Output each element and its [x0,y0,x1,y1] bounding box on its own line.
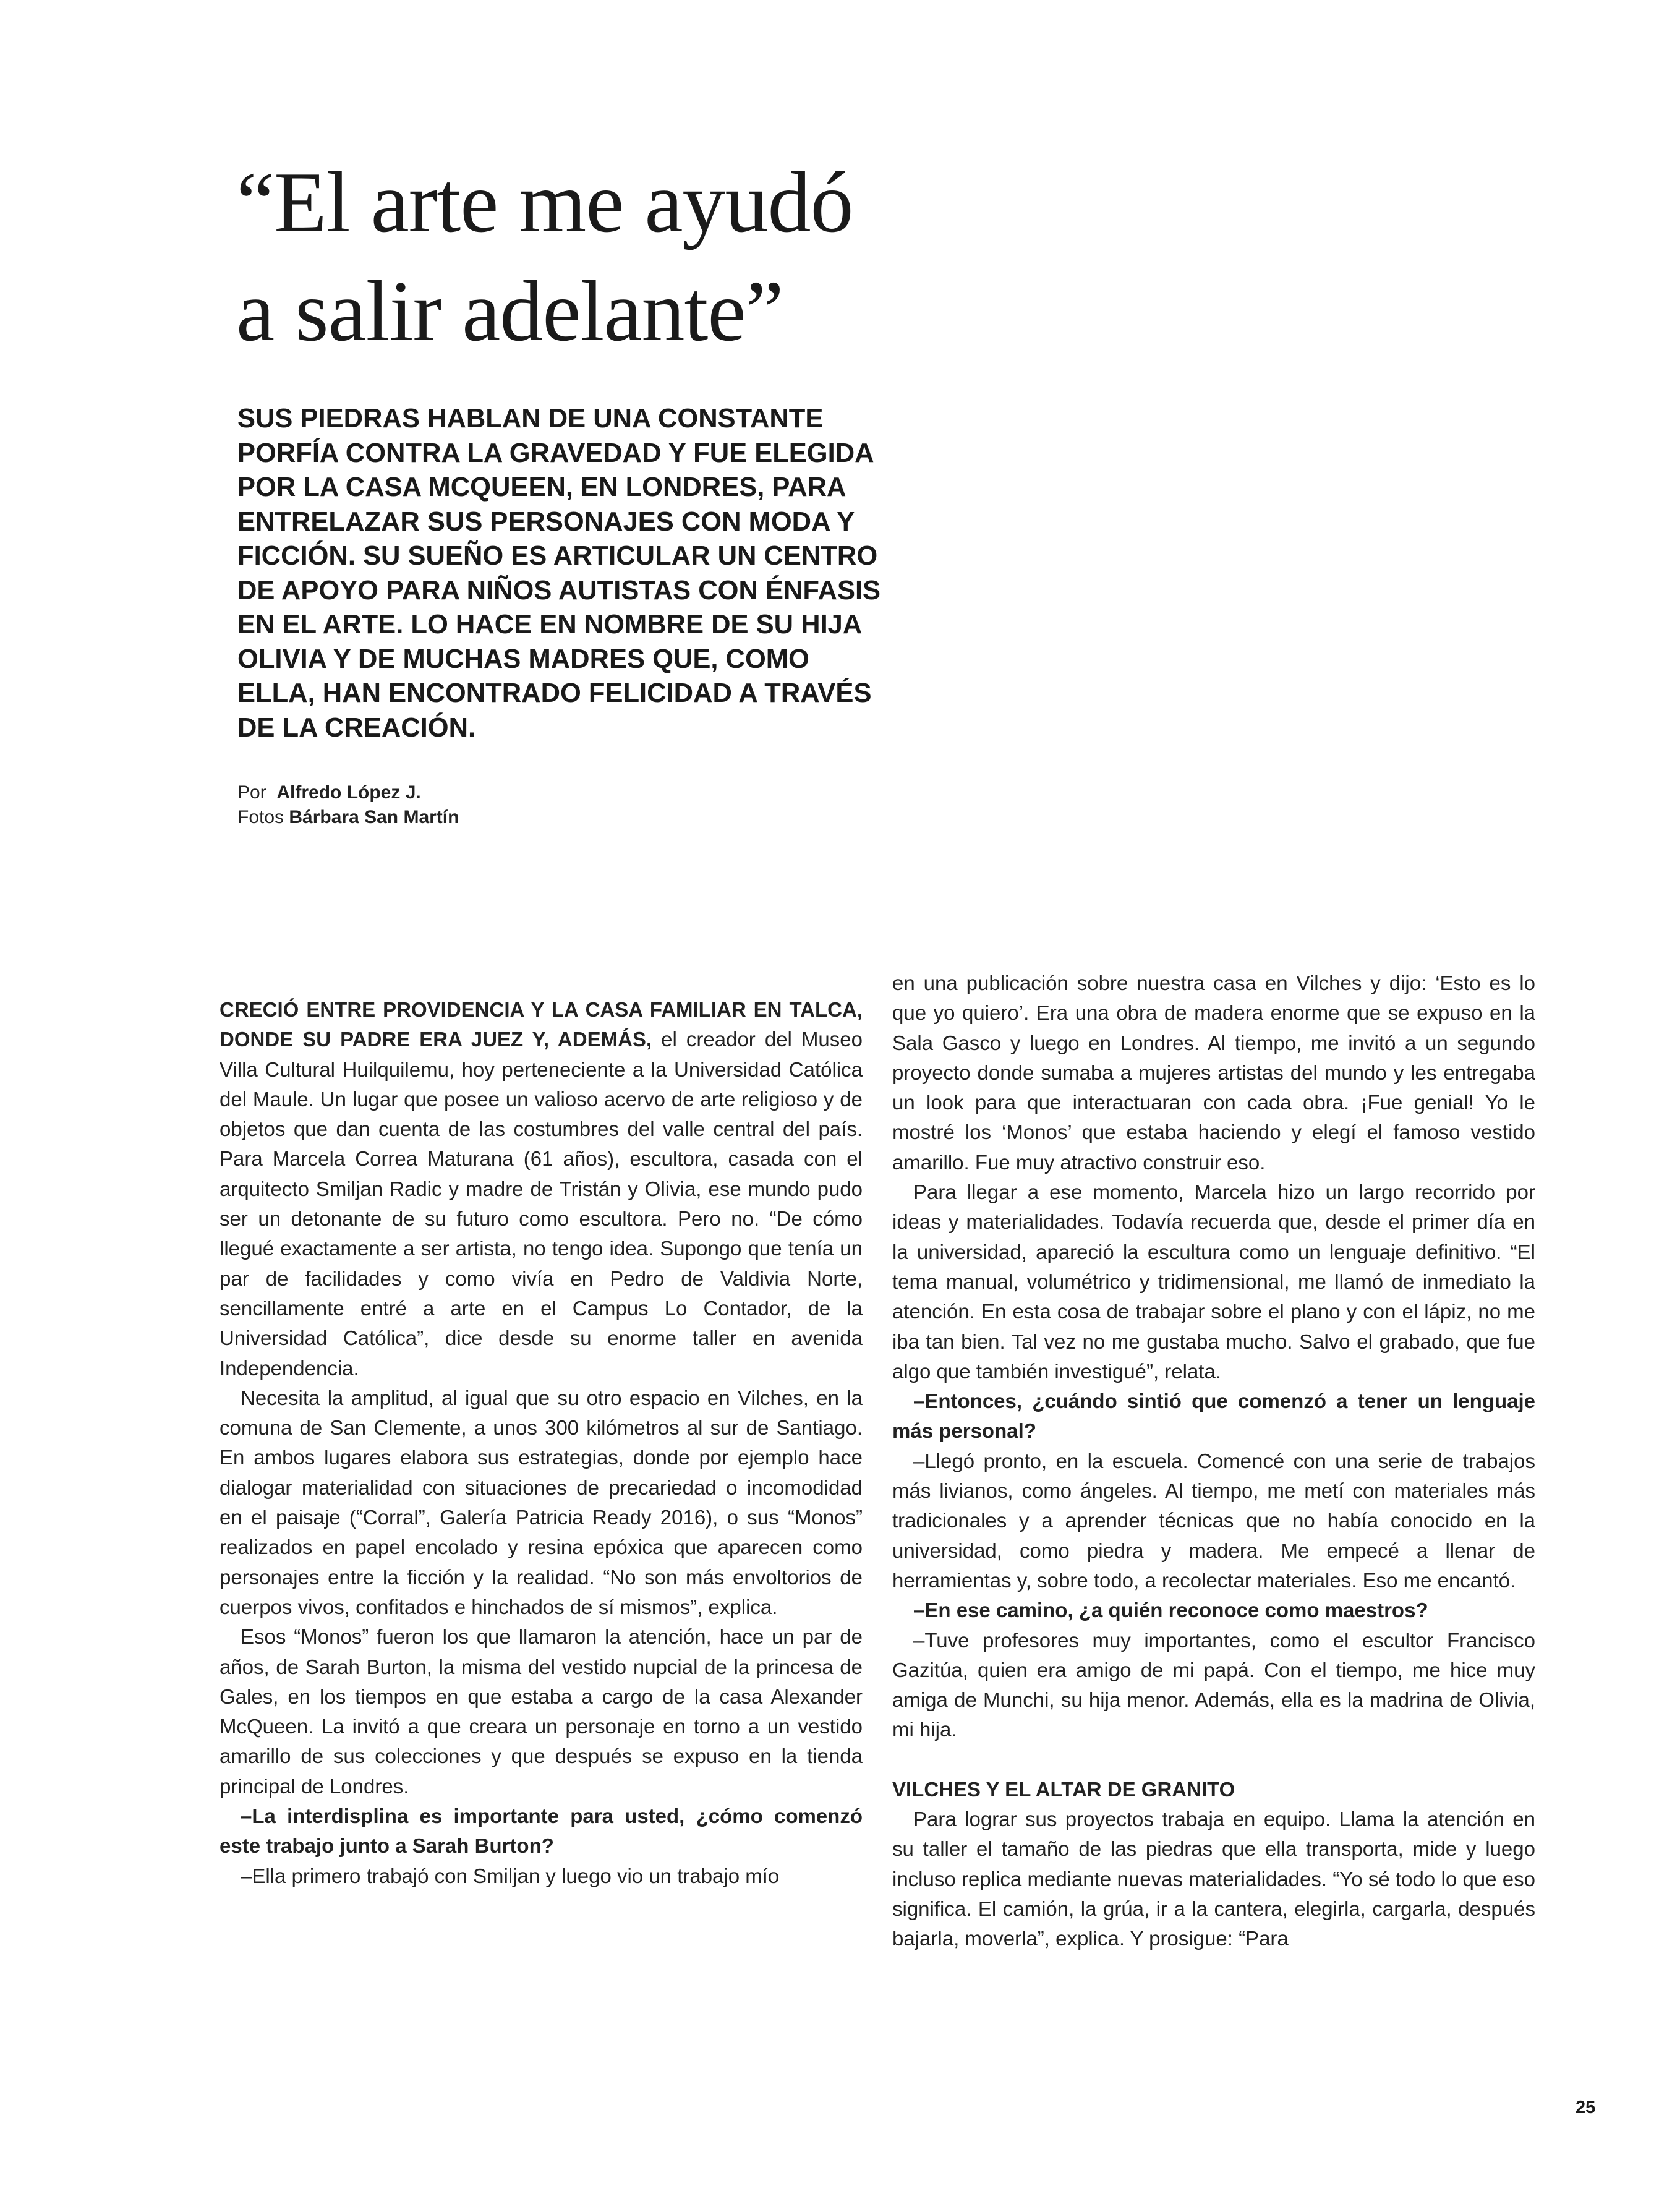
byline-author: Alfredo López J. [276,782,421,803]
deck-line: POR LA CASA MCQUEEN, EN LONDRES, PARA [237,472,846,502]
headline [236,148,1040,366]
page-number: 25 [1576,2098,1596,2117]
photo-credit [237,805,459,830]
headline-line-1: “El arte me ayudó [236,155,853,250]
interview-answer: –Ella primero trabajó con Smiljan y luego vio un trabajo mío [241,1864,780,1887]
article-column-right [892,968,1535,1954]
headline-line-2: a salir adelante” [236,263,783,359]
interview-answer: –Tuve profesores muy importantes, como el escultor Francisco Gazitúa, quien era amigo de mi papá. Con el tiempo, me hice muy amiga de Munchi, su hija menor. Además, ella es la madrina de Olivia, mi hija. [892,1628,1535,1741]
photo-credit-name: Bárbara San Martín [289,807,459,827]
deck-line: ENTRELAZAR SUS PERSONAJES CON MODA Y [237,506,855,537]
paragraph: Esos “Monos” fueron los que llamaron la atención, hace un par de años, de Sarah Burton, la misma del vestido nupcial de la princesa de Gales, en los tiempos en que estaba a cargo de la casa Alexander McQueen. La invitó a que creara un personaje en torno a un vestido amarillo de sus colecciones y que después se expuso en la tienda principal de Londres. [220,1625,863,1798]
paragraph: Para llegar a ese momento, Marcela hizo un largo recorrido por ideas y materialidades. Todavía recuerda que, desde el primer día en la universidad, apareció la escultura como un lenguaje definitivo. “El tema manual, volumétrico y tridimensional, me llamó de inmediato la atención. En esta cosa de trabajar sobre el plano y con el lápiz, no me iba tan bien. Tal vez no me gustaba mucho. Salvo el grabado, que fue algo que también investigué”, relata. [892,1181,1535,1383]
byline [237,780,459,805]
paragraph: Para lograr sus proyectos trabaja en equipo. Llama la atención en su taller el tamaño de las piedras que ella transporta, mide y luego incluso replica mediante nuevas materialidades. “Yo sé todo lo que eso significa. El camión, la grúa, ir a la cantera, elegirla, cargarla, después bajarla, moverla”, explica. Y prosigue: “Para [892,1808,1535,1950]
byline-label: Por [237,782,266,803]
deck-line: PORFÍA CONTRA LA GRAVEDAD Y FUE ELEGIDA [237,438,874,468]
deck-line: FICCIÓN. SU SUEÑO ES ARTICULAR UN CENTRO [237,541,878,571]
interview-answer: –Llegó pronto, en la escuela. Comencé con una serie de trabajos más livianos, como ángeles. Al tiempo, me metí con materiales más tradicionales y a aprender técnicas que no había conocido en la universidad, como piedra y madera. Me empecé a llenar de herramientas y, sobre todo, a recolectar materiales. Eso me encantó. [892,1449,1535,1592]
lead-in: CRECIÓ ENTRE PROVIDENCIA Y LA CASA FAMILIAR EN TALCA, DONDE SU PADRE ERA JUEZ Y, ADEMÁS, [220,998,863,1051]
interview-question: –La interdisplina es importante para usted, ¿cómo comenzó este trabajo junto a Sarah Burton? [220,1804,863,1858]
photo-credit-label: Fotos [237,807,284,827]
deck-line: DE APOYO PARA NIÑOS AUTISTAS CON ÉNFASIS [237,575,881,605]
interview-question: –En ese camino, ¿a quién reconoce como maestros? [913,1599,1428,1622]
deck-line: ELLA, HAN ENCONTRADO FELICIDAD A TRAVÉS [237,678,872,708]
deck-line: SUS PIEDRAS HABLAN DE UNA CONSTANTE [237,404,824,434]
deck-line: OLIVIA Y DE MUCHAS MADRES QUE, COMO [237,644,809,674]
deck-intro [237,402,967,745]
article-column-left [220,995,863,1891]
credits [237,780,459,830]
deck-line: EN EL ARTE. LO HACE EN NOMBRE DE SU HIJA [237,610,863,639]
paragraph: Necesita la amplitud, al igual que su otro espacio en Vilches, en la comuna de San Clemente, a unos 300 kilómetros al sur de Santiago. En ambos lugares elabora sus estrategias, donde por ejemplo hace dialogar materialidad con situaciones de precariedad o incomodidad en el paisaje (“Corral”, Galería Patricia Ready 2016), o sus “Monos” realizados en papel encolado y resina epóxica que aparecen como personajes entre la ficción y la realidad. “No son más envoltorios de cuerpos vivos, confitados e hinchados de sí mismos”, explica. [220,1386,863,1618]
paragraph-lead [220,995,863,1383]
deck-line: DE LA CREACIÓN. [237,712,476,743]
interview-answer-continued: en una publicación sobre nuestra casa en Vilches y dijo: ‘Esto es lo que yo quiero’. Era una obra de madera enorme que se expuso en la Sala Gasco y luego en Londres. Al tiempo, me invitó a un segundo proyecto donde sumaba a mujeres artistas del mundo y les entregaba un look para que interactuaran con cada obra. ¡Fue genial! Yo le mostré los ‘Monos’ que estaba haciendo y elegí el famoso vestido amarillo. Fue muy atractivo construir eso. [892,972,1535,1174]
lead-paragraph-body: el creador del Museo Villa Cultural Huilquilemu, hoy perteneciente a la Universidad Católica del Maule. Un lugar que posee un valioso acervo de arte religioso y de objetos que dan cuenta de las costumbres del valle central del país. Para Marcela Correa Maturana (61 años), escultora, casada con el arquitecto Smiljan Radic y madre de Tristán y Olivia, ese mundo pudo ser un detonante de su futuro como escultora. Pero no. “De cómo llegué exactamente a ser artista, no tengo idea. Supongo que tenía un par de facilidades y como vivía en Pedro de Valdivia Norte, sencillamente entré a arte en el Campus Lo Contador, de la Universidad Católica”, dice desde su enorme taller en avenida Independencia. [220,1028,863,1380]
interview-question: –Entonces, ¿cuándo sintió que comenzó a tener un lenguaje más personal? [892,1390,1535,1443]
section-subhead: VILCHES Y EL ALTAR DE GRANITO [892,1777,1235,1801]
